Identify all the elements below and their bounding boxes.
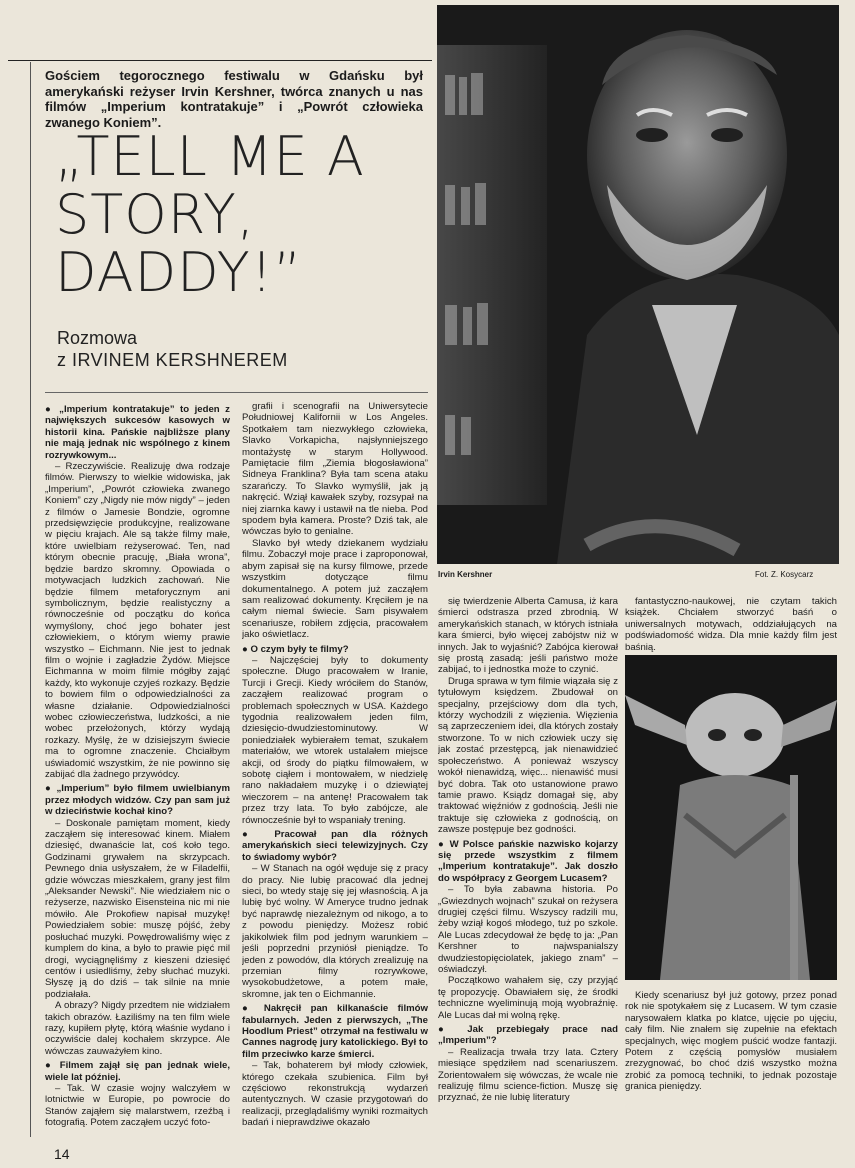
text-column-4 [625,596,837,652]
text-column-3 [438,596,618,1141]
answer-paragraph: się twierdzenie Alberta Camusa, iż kara śmierci odstrasza przed zbrodnią. W amerykańskich stanach, w których istniała kara śmierci, było więcej zabójstw niż w innych. Jak to wyjaśnić? Zabójca kierował się prostą zasadą: jeśli państwo może zabijać, to i jednostka może to czynić. [438,596,618,676]
answer-paragraph: – Doskonale pamiętam moment, kiedy zacząłem się interesować kinem. Miałem dziesięć, dwanaście lat, coś koło tego. Godzinami grywałem na skrzypcach. Pewnego dnia usłyszałem, że w Filadelfii, gdzie wówczas mieszkałem, grany jest film „Aleksander Newski”. Nie wiedziałem nic o reżyserze, nazwisko Eisensteina nic mi nie mówiło. Ale Prokofiew napisał muzykę! Powiedziałem sobie: muszę pójść, żeby posłuchać muzyki. Powędrowaliśmy więc z kumplem do kina, a było to prawie pięć mil drogi, wyciągnęliśmy z kieszeni dziesięć centów i usiedliśmy, żeby słuchać muzyki. Słyszę ją do dziś – tak silnie na mnie podziałała. [45,817,230,1000]
subtitle-line-2: z IRVINEM KERSHNEREM [57,350,288,370]
portrait-photo-illustration [437,5,839,564]
question-paragraph: ● „Imperium” było filmem uwielbianym przez młodych widzów. Czy pan sam już w dzieciństwie kochał kino? [45,783,230,817]
text-column-2 [242,401,428,1141]
header-rule [45,392,428,393]
answer-paragraph: Początkowo wahałem się, czy przyjąć tę propozycję. Obawiałem się, że środki techniczne wyeliminują moją wyobraźnię. Ale Lucas dał mi wolną rękę. [438,975,618,1021]
subtitle-line-1: Rozmowa [57,328,138,348]
left-column-rule [30,62,31,1137]
answer-paragraph: – Rzeczywiście. Realizuję dwa rodzaje filmów. Pierwszy to wielkie widowiska, jak „Imperium”, „Powrót człowieka zwanego Koniem” czy „Nigdy nie mów nigdy” – jeden z filmów o Jamesie Bondzie, ogromne przedsięwzięcie produkcyjne, realizowane w pięciu krajach. Ale są także filmy małe, które uwielbiam reżyserować. Ten, nad którym obecnie pracuję, „Biała wrona”, będzie bardzo skromny. Opowiada o motywacjach ludzkich zachowań. Nie będzie filmem metaforycznym ani symbolicznym, będzie realistyczny a równocześnie od początku do końca wymyślony, choć jego bohater jest człowiekiem, o którym wiemy prawie wszystko – Eichmann. Nie jest to jednak film o wojnie i zagładzie Żydów. Miejsce Eichmanna w moim filmie mógłby zająć każdy, kto wykonuje czyjeś rozkazy. Będzie to bowiem film o odpowiedzialności za własne działanie. Odpowiedzialności wobec człowieczeństwa, ludzkości, a nie wobec przełożonych, którzy wydają rozkazy. Myślę, że w dzisiejszym świecie ma to ogromne znaczenie. Chciałbym uświadomić wszystkim, że nie powinno się zabijać dla żadnego przywódcy. [45,461,230,780]
question-paragraph: ● Pracował pan dla różnych amerykańskich sieci telewizyjnych. Czy to świadomy wybór? [242,829,428,863]
answer-paragraph: Kiedy scenariusz był już gotowy, przez ponad rok nie spotykałem się z Lucasem. W tym czasie narysowałem klatka po klatce, ujęcie po ujęciu, cały film. Nie znałem się zupełnie na efektach specjalnych, więc mogłem puścić wodze fantazji. Potem z częścią pomysłów musiałem zrezygnować, bo choć dziś wszystko można zrobić za pomocą techniki, to jednak pozostaje granica pieniędzy. [625,990,837,1093]
answer-paragraph: – Tak. W czasie wojny walczyłem w lotnictwie w Europie, po powrocie do Stanów zająłem się malarstwem, rzeźbą i fotografią. Potem zacząłem uczyć foto- [45,1082,230,1129]
page-number: 14 [54,1146,70,1162]
answer-paragraph: – Realizacja trwała trzy lata. Cztery miesiące spędziłem nad scenariuszem. Zorientowałem się wówczas, że wcale nie realizuję filmu science-fiction. Muszę się przyznać, że nie lubię literatury [438,1046,618,1104]
question-paragraph: ● Nakręcił pan kilkanaście filmów fabularnych. Jeden z pierwszych, „The Hoodlum Priest” otrzymał na festiwalu w Cannes nagrodę jury katolickiego. Był to film przeciwko karze śmierci. [242,1003,428,1060]
answer-paragraph: fantastyczno-naukowej, nie czytam takich książek. Chciałem stworzyć baśń o uniwersalnych motywach, oddziałujących na podświadomość widza. Dla mnie każdy film jest baśnią. [625,596,837,652]
answer-paragraph: – Tak, bohaterem był młody człowiek, którego czekała szubienica. Film był częściowo rekonstrukcją wydarzeń autentycznych. W czasie przygotowań do realizacji, przeglądaliśmy wyniki rozmaitych badań i nieprawdziwe okazało [242,1060,428,1129]
question-paragraph: ● Jak przebiegały prace nad „Imperium”? [438,1024,618,1047]
answer-paragraph: – W Stanach na ogół węduje się z pracy do pracy. Nie lubię pracować dla jednej sieci, bo wtedy staję się jej własnością. A ja lubię być wolny. W Ameryce trudno jednak być naprawdę niezależnym od nikogo, a to z powodu pieniędzy. Możesz robić jakikolwiek film pod jednym warunkiem – jeśli poprzedni przyniósł pieniądze. To jeden z powodów, dla których zrealizuję na przemian filmy rozrywkowe, wysokobudżetowe, a potem małe, skromne, jak ten o Eichmannie. [242,863,428,1000]
answer-paragraph: Slavko był wtedy dziekanem wydziału filmu. Zobaczył moje prace i zaproponował, abym zapisał się na kursy filmowe, przede wszystkim dotyczące filmu dokumentalnego. A potem już zacząłem sam realizować dokumenty. Kręciłem je na całym niemal świecie. Sam pisywałem scenariusze, robiłem zdjęcia, pracowałem jako oświetlacz. [242,537,428,641]
portrait-photo [437,5,839,564]
answer-paragraph: A obrazy? Nigdy przedtem nie widziałem takich obrazów. Łaziliśmy na ten film wiele razy, kupiłem płytę, którą właśnie wydano i oczywiście dalej kochałem skrzypce. Ale wówczas zauważyłem kino. [45,1000,230,1057]
article-title: „TELL ME A STORY, DADDY!” [55,125,365,304]
question-paragraph: ● „Imperium kontratakuje” to jeden z największych sukcesów kasowych w historii kina. Pańskie najbliższe plany nie mają jednak nic wspólnego z kinem rozrywkowym... [45,404,230,461]
answer-paragraph: grafii i scenografii na Uniwersytecie Południowej Kalifornii w Los Angeles. Spotkałem tam niezwykłego człowieka, Slavko Vorkapicha, najsłynniejszego montażystę w starym Hollywood. Pamiętacie film „Ziemia błogosławiona” Sidneya Franklina? Była tam scena ataku szarańczy. To Slavko wymyślił, jak ją nakręcić. Wziął kawałek szyby, rozsypał na niej ziarnka kawy i ustawił na tle nieba. Pod spodem była kamera. Proste? Dziś tak, ale wówczas było to genialne. [242,401,428,538]
top-left-rule [8,60,432,61]
creature-photo [625,655,837,980]
question-paragraph: ● W Polsce pańskie nazwisko kojarzy się przede wszystkim z filmem „Imperium kontratakuje”. Jak doszło do współpracy z Georgem Lucasem? [438,839,618,885]
answer-paragraph: – Najczęściej były to dokumenty społeczne. Długo pracowałem w Iranie, Turcji i Grecji. Kiedy wróciłem do Stanów, zacząłem realizować program o problemach społecznych w USA. Każdego tygodnia realizowałem jeden film, dziesięcio-dwudziestominutowy. W poniedziałek wybierałem temat, szukałem materiałów, we wtorek ustalałem miejsce akcji, od środy do piątku filmowałem, w sobotę ciąłem i montowałem, w niedzielę rano nakładałem muzykę i o dziewiątej wieczorem – na antenę! Pracowałem tak przez trzy lata. To było zabójcze, ale równocześnie był to wspaniały trening. [242,654,428,826]
answer-paragraph: – To była zabawna historia. Po „Gwiezdnych wojnach” szukał on reżysera drugiej części filmu. Wszyscy radzili mu, żeby wziął kogoś młodego, tuż po szkole. Ale Lucas zdecydował że będę to ja: „Pan Kershner to najwspanialszy dwudziestopięciolatek, jakiego znam” – oświadczył. [438,884,618,975]
text-column-1 [45,401,230,1141]
photo-credit: Fot. Z. Kosycarz [755,570,814,579]
photo-caption: Irvin Kershner [438,570,493,579]
question-paragraph: ● Filmem zajął się pan jednak wiele, wiele lat później. [45,1060,230,1083]
text-column-5 [625,990,837,1140]
creature-photo-illustration [625,655,837,980]
lead-paragraph: Gościem tegorocznego festiwalu w Gdańsku był amerykański reżyser Irvin Kershner, twórca znanych u nas filmów „Imperium kontratakuje” i „Powrót człowieka zwanego Koniem”. [45,68,423,130]
question-paragraph: ● O czym były te filmy? [242,644,428,655]
answer-paragraph: Druga sprawa w tym filmie wiązała się z tytułowym księdzem. Zbudował on specjalny, przejściowy dom dla tych, którzy wychodzili z więzienia. Więzienia są zaprzeczeniem idei, dla których zostały stworzone. To w nich człowiek uczy się jak zostać przestępcą, jak nienawidzieć społeczeństwo. A ponieważ wszyscy wokół nienawidzą, więc... nienawiść musi być dobra. Tak oto ustanowione prawo tamie prawo. Ksiądz domagał się, aby traktować więźniów z godnością. Jeśli nie traktuje się człowieka z godnością, on zawsze postępuje bez godności. [438,675,618,836]
